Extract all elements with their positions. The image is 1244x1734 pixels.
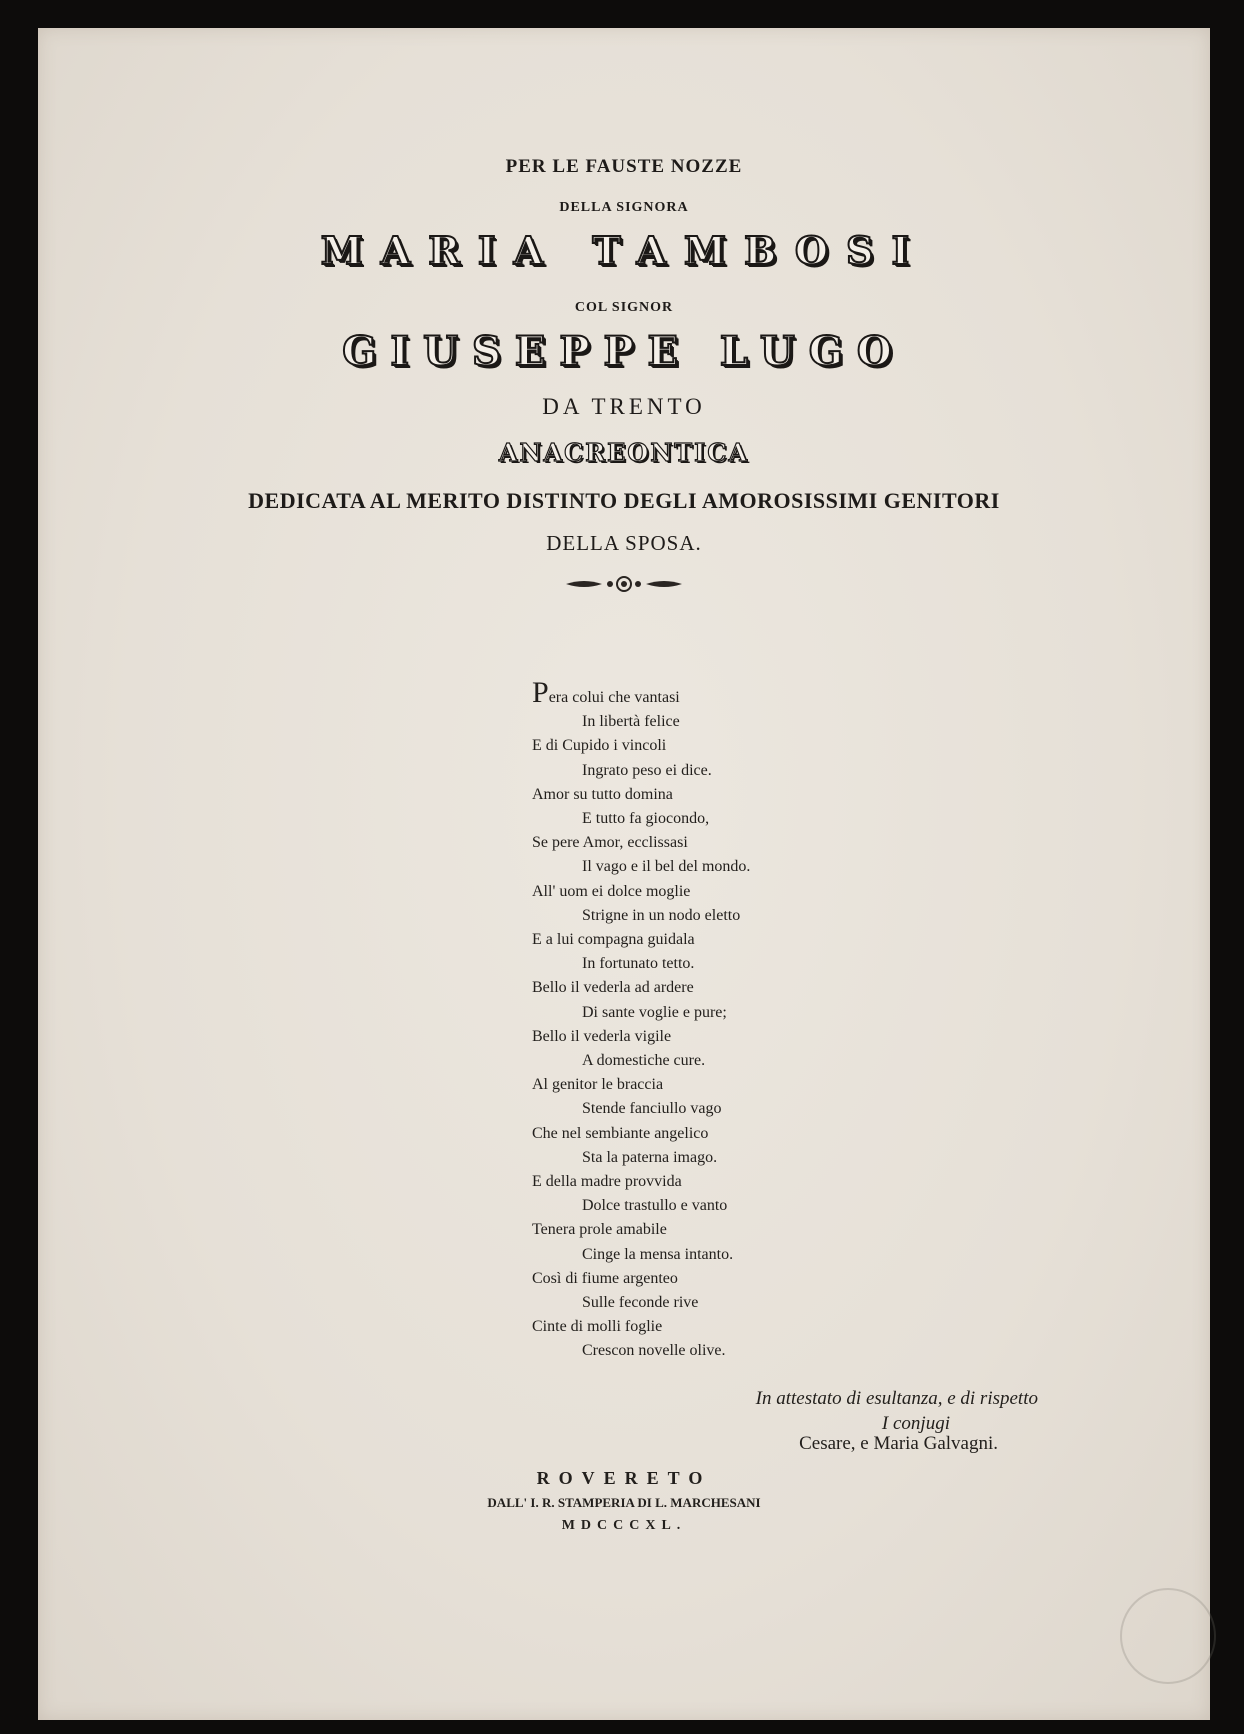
signature-conjugi: I conjugi [881,1413,950,1434]
poem-body [532,676,751,1364]
poem-line: E di Cupido i vincoli [532,737,667,755]
poem-line: E della madre provvida [532,1173,682,1191]
heading-line-3: COL SIGNOR [574,300,674,315]
imprint-year: MDCCCXL. [561,1518,687,1533]
dedication-italic: In attestato di esultanza, e di rispetto [755,1388,1038,1409]
poem-line: Tenera prole amabile [532,1221,667,1239]
poem-line: Sulle feconde rive [582,1294,699,1312]
poem-line: Il vago e il bel del mondo. [582,858,751,876]
drop-cap: P [532,676,549,709]
poem-line: Così di fiume argenteo [532,1269,678,1287]
poem-line: Sta la paterna imago. [582,1148,718,1166]
heading-origin: DA TRENTO [542,394,706,419]
poem-line: E a lui compagna guidala [532,931,695,949]
poem-line: Al genitor le braccia [532,1076,664,1094]
poem-line: Se pere Amor, ecclissasi [532,834,688,852]
broadside-sheet [38,28,1210,1720]
poem-line: In fortunato tetto. [582,955,695,973]
poem-line: Crescon novelle olive. [582,1342,726,1360]
poem-line: E tutto fa giocondo, [582,810,710,828]
poem-line-text: era colui che vantasi [548,689,680,706]
heading-line-1: PER LE FAUSTE NOZZE [505,156,743,177]
bride-name: MARIA TAMBOSI [320,228,928,273]
heading-line-2: DELLA SIGNORA [559,200,689,215]
poem-line: Bello il vederla ad ardere [532,979,694,997]
imprint-city: ROVERETO [536,1468,712,1488]
poem-line: All' uom ei dolce moglie [532,882,691,900]
poem-line: Ingrato peso ei dice. [582,761,712,779]
poem-line: Dolce trastullo e vanto [582,1197,728,1215]
dedication-line-2: DELLA SPOSA. [546,531,702,555]
poem-line: In libertà felice [582,713,680,731]
poem-genre-title: ANACREONTICA [498,438,750,467]
poem-line: Amor su tutto domina [532,785,673,803]
poem-line: Stende fanciullo vago [582,1100,722,1118]
signature-names: Cesare, e Maria Galvagni. [799,1433,998,1454]
ornament-divider-icon [38,574,1210,594]
poem-line: Di sante voglie e pure; [582,1003,727,1021]
poem-line: A domestiche cure. [582,1052,706,1070]
poem-line: Bello il vederla vigile [532,1027,672,1045]
poem-line [532,676,750,710]
dedication-line: DEDICATA AL MERITO DISTINTO DEGLI AMOROSISSIMI GENITORI [248,488,1000,513]
poem-line: Strigne in un nodo eletto [582,906,741,924]
groom-name: GIUSEPPE LUGO [342,328,906,375]
poem-line: Cinge la mensa intanto. [582,1245,734,1263]
poem-line: Cinte di molli foglie [532,1318,663,1336]
library-stamp-icon [1120,1588,1216,1684]
imprint-printer: DALL' I. R. STAMPERIA DI L. MARCHESANI [487,1495,761,1510]
poem-line: Che nel sembiante angelico [532,1124,709,1142]
